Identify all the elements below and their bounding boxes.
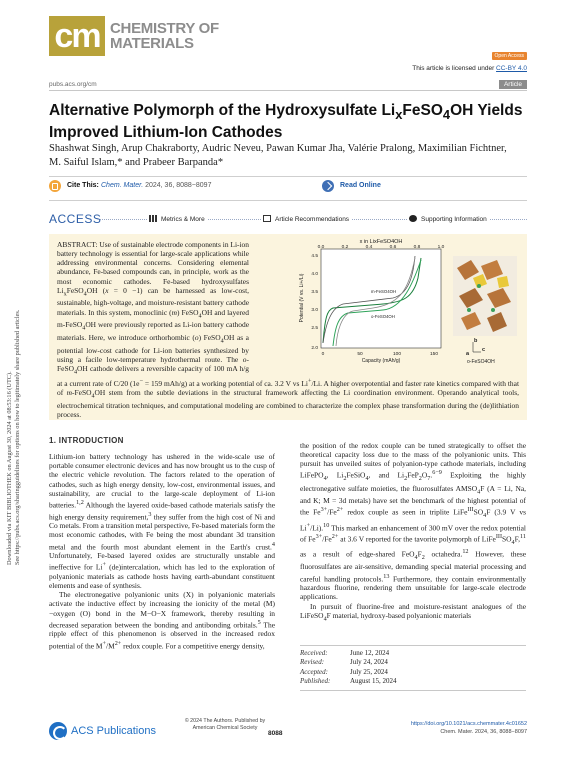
quote-icon[interactable] [49, 180, 61, 192]
curve-label-m: m-FeSO4OH [371, 289, 397, 294]
access-label: ACCESS [49, 212, 102, 226]
x-axis-label: Capacity (mAh/g) [361, 358, 401, 364]
header-divider [49, 90, 527, 91]
logo-line-1: CHEMISTRY OF [110, 20, 219, 37]
author-list[interactable]: Shashwat Singh, Arup Chakraborty, Audric Neveu, Pawan Kumar Jha, Valérie Pralong, Maximilian Fichtner, M. Saiful Islam,* and Prabeer Barpanda* [49, 143, 507, 168]
x-tick: 0 [321, 352, 325, 357]
metrics-label: Metrics & More [161, 216, 205, 223]
li-site [491, 308, 495, 312]
supporting-info-icon [409, 215, 417, 222]
section-heading: 1. INTRODUCTION [49, 436, 124, 445]
cite-label: Cite This: [67, 182, 99, 189]
supporting-info-link[interactable] [407, 215, 489, 223]
bar-chart-icon [149, 215, 157, 222]
citation-volume-pages: 2024, 36, 8088−8097 [143, 182, 212, 189]
intro-paragraph-1: Lithium-ion battery technology has ushered in the wide-scale use of portable consumer electronic devices and has now brought us to the cusp of the electric vehicle revolution. The factors related to the operation of cathodes, such as high energy density, low-cost, environmental issues, and sustainability, are crucial to the large-scale deployment of Li-ion batteries.$^{1,2}$ Although the layered oxide-based cathode materials satisfy the high energy density requirement,$^3$ they suffer from the high cost of Ni and Co metals. From a transition metal perspective, Fe-based materials form the most economic cathodes, with Fe being the most abundant 3d transition metal and the fourth most abundant element in the Earth's crust.$^4$ Unfortunately, Fe-based layered oxides are structurally unstable and ineffective for Li+ (de)intercalation, which has led to the exploration of polyanionic materials as cathode hosts having earth-abundant constituent elements and ease of synthesis. [49, 452, 275, 591]
crystal-structure-image [453, 256, 517, 336]
top-axis-label: x in LixFeSO4OH [359, 239, 403, 245]
li-site [477, 284, 481, 288]
footer-citation-text: Chem. Mater. 2024, 36, 8088−8097 [440, 729, 527, 735]
top-tick: 0.6 [389, 245, 397, 250]
li-site [467, 308, 471, 312]
top-tick: 0.0 [317, 245, 325, 250]
acs-publications-logo[interactable] [49, 722, 156, 740]
copyright-line-2: American Chemical Society [192, 724, 258, 731]
article-dates [300, 645, 526, 691]
top-tick: 0.4 [365, 245, 373, 250]
download-notice-line-1: Downloaded via KIT BIBLIOTHEK on August 30, 2024 at 08:53:16 (UTC). [6, 371, 13, 565]
document-icon [263, 215, 271, 222]
logo-wordmark [110, 21, 219, 51]
y-axis-label: Potential (V vs. Li+/Li) [299, 273, 305, 323]
date-row [300, 649, 526, 658]
date-key: Revised: [300, 658, 325, 667]
intro-paragraph-4: In pursuit of fluorine-free and moisture-resistant analogues of the LiFeSO$_4$F material, hydroxy-based polyanionic materials [300, 601, 526, 623]
top-tick: 0.8 [413, 245, 421, 250]
citation-journal: Chem. Mater. [101, 182, 144, 189]
date-key: Published: [300, 676, 331, 685]
supporting-label: Supporting Information [421, 216, 487, 223]
copyright-line-1: © 2024 The Authors. Published by [184, 718, 266, 724]
date-value: August 15, 2024 [350, 676, 397, 685]
x-tick: 100 [392, 352, 402, 357]
download-notice-line-2[interactable]: See https://pubs.acs.org/sharingguidelines for options on how to legitimately share published articles. [14, 309, 21, 565]
journal-url[interactable]: pubs.acs.org/cm [49, 81, 97, 88]
y-tick: 4.0 [311, 272, 318, 277]
article-type-badge: Article [499, 80, 527, 89]
plot-frame [321, 249, 441, 348]
license-link[interactable]: CC-BY 4.0 [496, 65, 527, 72]
body-column-left [49, 436, 275, 650]
body-column-right [300, 441, 526, 623]
x-tick: 50 [357, 352, 363, 357]
date-row [300, 658, 526, 667]
y-tick: 3.5 [311, 290, 318, 295]
date-key: Received: [300, 649, 328, 657]
read-online-link[interactable]: Read Online [340, 182, 381, 189]
curve-label-o: o-FeSO4OH [371, 314, 395, 319]
logo-abbrev: cm [49, 16, 105, 56]
open-access-badge: Open Access [492, 52, 527, 60]
axis-c-label: c [482, 347, 486, 353]
y-tick: 2.5 [311, 326, 318, 331]
toc-graphic [253, 238, 523, 368]
citation-link[interactable] [101, 182, 211, 189]
cite-divider-bottom [49, 200, 527, 201]
y-tick: 3.0 [311, 308, 318, 313]
recommendations-link[interactable] [261, 215, 351, 223]
doi-link[interactable]: https://doi.org/10.1021/acs.chemmater.4c01652 [410, 721, 527, 727]
date-value: July 24, 2024 [350, 658, 388, 667]
date-value: June 12, 2024 [350, 649, 390, 657]
axis-b-label: b [474, 338, 478, 344]
publisher-name: ACS Publications [71, 725, 156, 737]
top-tick: 0.2 [341, 245, 349, 250]
copyright-notice [175, 718, 275, 731]
acs-logo-icon [49, 722, 67, 740]
x-tick: 150 [429, 352, 439, 357]
intro-paragraph-2: The electronegative polyanionic units (X) in polyanionic materials activate the inductive effect by increasing the ionicity of the metal (M)−oxygen (O) bond in the M−O−X framework, thereby resulting in decreased separation between the bonding and antibonding orbitals.$^5$ The ripple effect of this phenomenon is observed in the increased redox potential of the $M^+/M^{2+}$ redox couple. For a competitive energy density, [49, 590, 275, 651]
intro-paragraph-3: the position of the redox couple can be tuned strategically to offset the theoretical capacity loss due to the mass of the polyanionic units. This pursuit has unveiled suites of polyanion-type cathode materials, including LiFePO$_4$, $Li_2FeSiO_4$, and $Li_2FeP_2O_7.^{6-9}$ Exploiting the highly electronegative sulfate moieties, the fluorosulfates $AMSO_4F$ (A = Li, Na, and K; M = 3d metals) have set the benchmark of the highest potential of the $Fe^{3+}/Fe^{2+}$ redox couple as seen in triplite $LiFe^{III}SO_4F$ (3.9 V vs Li+/Li).$^{10}$ This marked an enhancement of 300 mV over the redox potential of $Fe^{3+}/Fe^{2+}$ at 3.6 V reported for the tavorite polymorph of $LiFe^{III}SO_4F,^{11}$ as a result of edge-shared $FeO_4F_2$ octahedra.$^{12}$ However, these fluorosulfates are air-sensitive, demanding special material processing and careful handling protocols.$^{13}$ Furthermore, they contain environmentally hazardous fluorine, rendering them unsuitable for large-scale electrode applications. [300, 441, 527, 602]
date-key: Accepted: [300, 667, 328, 676]
recommendations-label: Article Recommendations [275, 216, 350, 223]
access-bar [49, 212, 527, 228]
date-value: July 25, 2024 [350, 667, 388, 676]
crystal-label: o-FeSO4OH [467, 359, 495, 365]
article-title: Alternative Polymorph of the Hydroxysulfate $Li_xFeSO_4OH$ Yields Improved Lithium-Ion Cathodes [49, 102, 523, 142]
license-prefix: This article is licensed under [412, 65, 497, 72]
top-tick: 1.0 [437, 245, 445, 250]
cite-bar [49, 180, 527, 194]
download-notice-text [6, 205, 22, 565]
date-row [300, 668, 526, 677]
cite-divider-top [49, 176, 527, 177]
so4-tetrahedron [497, 276, 509, 288]
read-online-icon[interactable] [322, 180, 334, 192]
footer-citation [411, 720, 527, 736]
license-notice [412, 65, 527, 72]
axis-a-label: a [466, 351, 470, 357]
y-tick: 4.5 [311, 254, 318, 259]
y-tick: 2.0 [311, 346, 318, 351]
date-row [300, 677, 526, 686]
download-notice [2, 205, 24, 565]
metrics-link[interactable] [147, 215, 207, 223]
page-number: 8088 [268, 730, 283, 737]
logo-line-2: MATERIALS [110, 35, 194, 52]
abstract-body: ABSTRACT: Use of sustainable electrode components in Li-ion battery technology is essential for large-scale applications while addressing environmental concerns. Considering elemental abundance, Fe-based compounds can, in principle, work as the most economic cathodes. Fe-based hydroxysulfates $Li_xFeSO_4OH$ (x = 0 −1) can be harnessed as low-cost, sustainable, high-voltage, and moisture-resistant battery cathode materials. In this system, monoclinic (m) FeSO$_4$OH and layered m-FeSO$_4$OH were previously reported as Li-ion battery cathode materials. Here, we introduce orthorhombic (o) FeSO$_4$OH as a potential low-cost cathode for Li-ion batteries synthesized by using a facile low-temperature hydrothermal route. The o-FeSO$_4$OH cathode delivers a reversible capacity of 100 mA h/g at a current rate of C/20 (1e− = 159 mAh/g) at a working potential of ca. 3.2 V vs Li+/Li. A higher overpotential and faster rate kinetics compared with that of m-FeSO$_4$OH stem from the subtle deviations in the structural framework affecting the Li coordination environment. Operando analytical tools, electrochemical titration techniques, and computational modeling are combined to characterize the complex phase transformation during the (de)lithiation process. [57, 240, 520, 419]
journal-logo[interactable] [49, 16, 219, 56]
